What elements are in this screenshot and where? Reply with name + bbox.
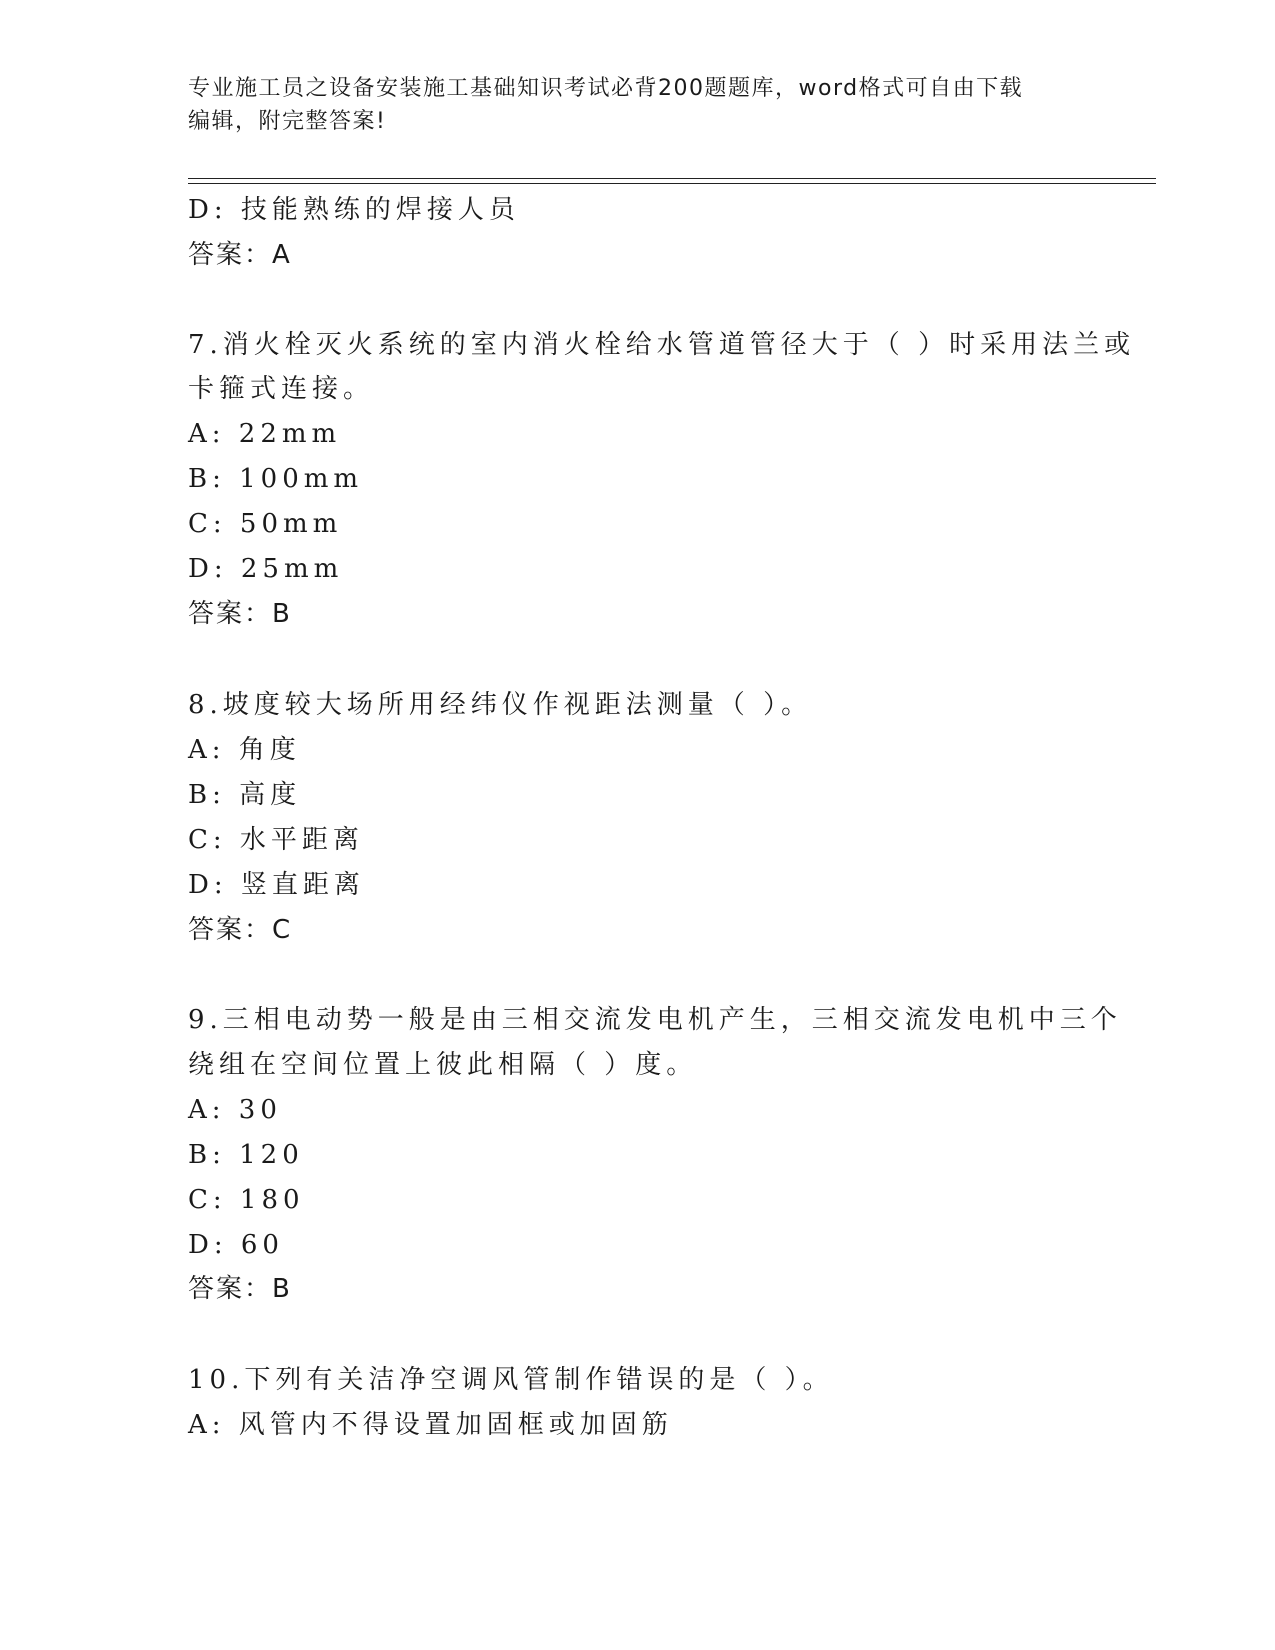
q8-option-a: A: 角度 — [188, 735, 301, 765]
document-header — [188, 72, 1088, 138]
q7-option-c: C: 50mm — [188, 509, 343, 539]
q8-option-c: C: 水平距离 — [188, 825, 364, 855]
q9-option-c: C: 180 — [188, 1185, 305, 1215]
q8-option-b: B: 高度 — [188, 780, 302, 810]
q7-stem-line-2: 卡箍式连接。 — [188, 374, 375, 404]
q9-stem-line-2: 绕组在空间位置上彼此相隔（ ）度。 — [188, 1050, 698, 1080]
q10-option-a: A: 风管内不得设置加固框或加固筋 — [188, 1410, 673, 1440]
q9-option-a: A: 30 — [188, 1095, 282, 1125]
q7-stem-line-1: 7.消火栓灭火系统的室内消火栓给水管道管径大于（ ）时采用法兰或 — [188, 330, 1136, 360]
q7-option-b: B: 100mm — [188, 464, 364, 494]
q8-answer: 答案：C — [188, 915, 293, 945]
q6-answer: 答案：A — [188, 240, 292, 270]
q7-answer: 答案：B — [188, 599, 292, 629]
q9-option-d: D: 60 — [188, 1230, 284, 1260]
q9-stem-line-1: 9.三相电动势一般是由三相交流发电机产生，三相交流发电机中三个 — [188, 1005, 1122, 1035]
q7-option-a: A: 22mm — [188, 419, 342, 449]
q7-option-d: D: 25mm — [188, 554, 344, 584]
q8-stem-line-1: 8.坡度较大场所用经纬仪作视距法测量（ ）。 — [188, 690, 813, 720]
header-divider-top — [188, 178, 1156, 179]
q10-stem-line-1: 10.下列有关洁净空调风管制作错误的是（ ）。 — [188, 1365, 834, 1395]
header-divider-bottom — [188, 183, 1156, 184]
q8-option-d: D: 竖直距离 — [188, 870, 365, 900]
q9-answer: 答案：B — [188, 1274, 292, 1304]
q9-option-b: B: 120 — [188, 1140, 304, 1170]
header-line-2: 编辑，附完整答案! — [188, 109, 387, 134]
q6-option-d: D: 技能熟练的焊接人员 — [188, 195, 520, 225]
header-line-1: 专业施工员之设备安装施工基础知识考试必背200题题库，word格式可自由下载 — [188, 76, 1024, 101]
